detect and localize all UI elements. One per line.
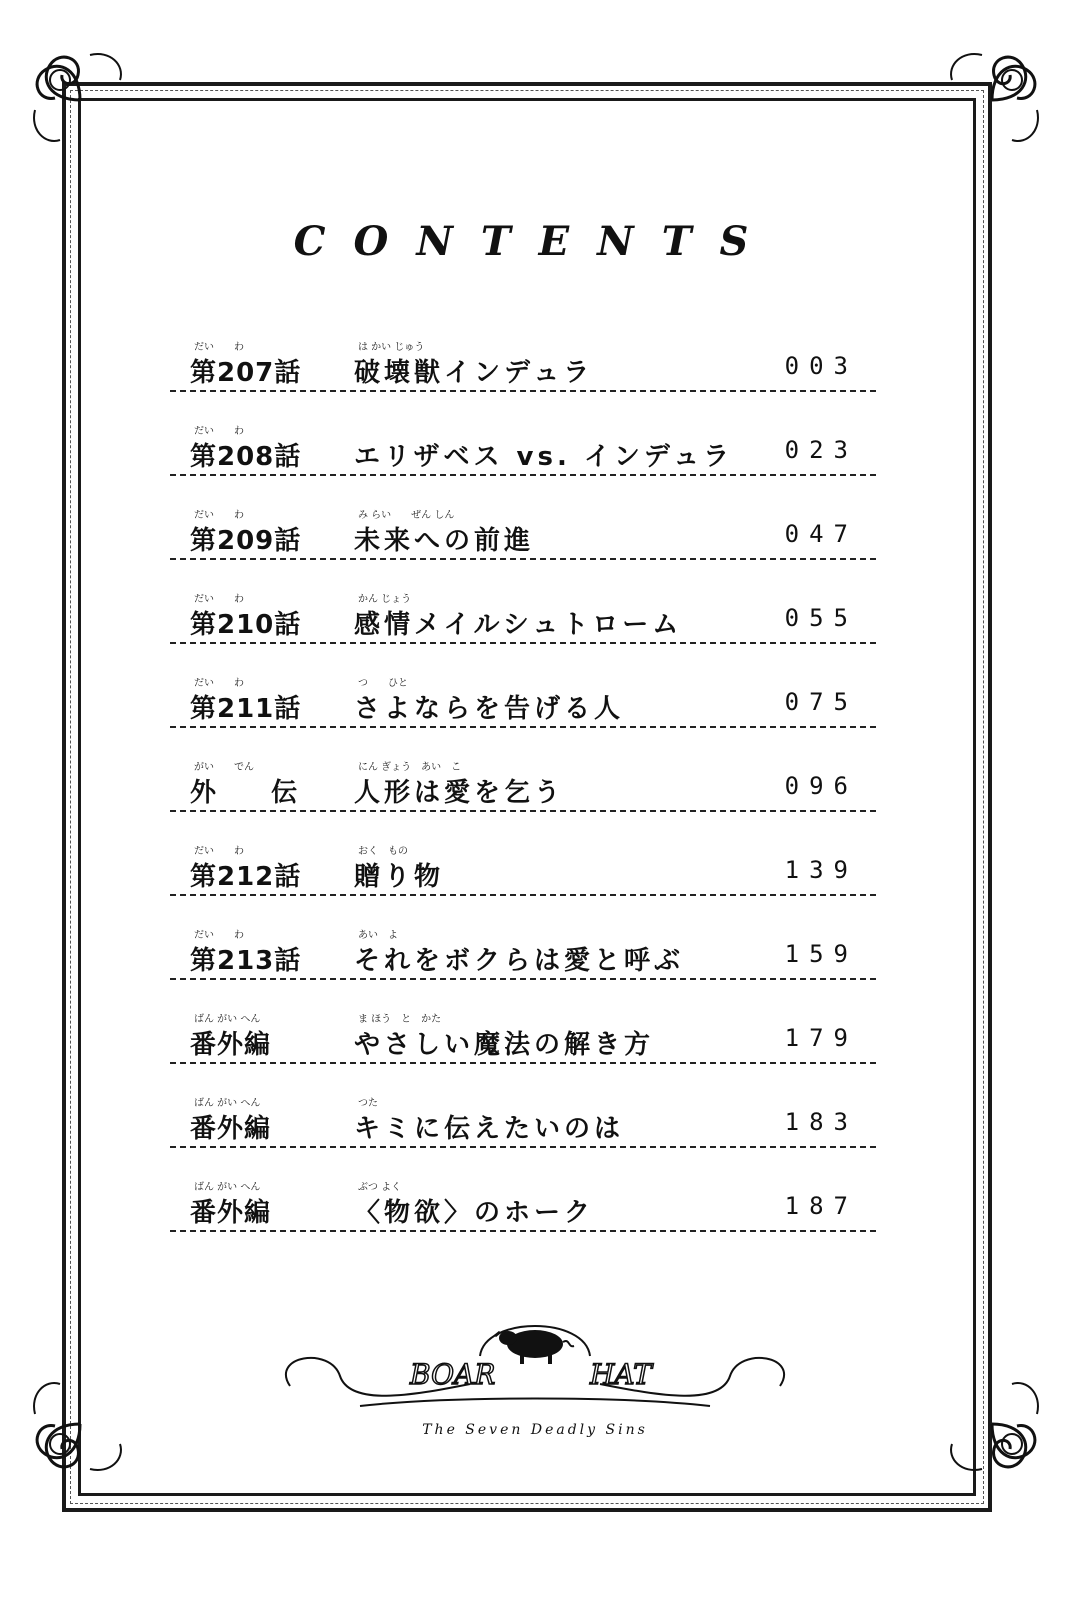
toc-entry-chapter-label: 番外編 — [190, 1198, 272, 1228]
toc-entry-chapter-label: 番外編 — [190, 1030, 272, 1060]
toc-entry — [190, 674, 876, 758]
boar-icon — [495, 1330, 574, 1364]
toc-entry-label-ruby: ばん がい へん — [194, 1182, 261, 1193]
toc-entry-chapter-label: 第212話 — [190, 862, 302, 892]
toc-entry-page-number: 187 — [784, 1192, 858, 1220]
toc-entry — [190, 338, 876, 422]
toc-entry — [190, 506, 876, 590]
toc-entry-title: エリザベス vs. インデュラ — [354, 442, 734, 472]
page-title: CONTENTS — [293, 218, 777, 265]
logo-underline — [360, 1399, 710, 1407]
toc-entry-label-ruby: ばん がい へん — [194, 1014, 261, 1025]
dashed-divider — [170, 978, 876, 980]
toc-entry-page-number: 139 — [784, 856, 858, 884]
toc-entry-chapter-label: 第208話 — [190, 442, 302, 472]
toc-entry-label-ruby: だい わ — [194, 846, 244, 857]
toc-entry-title: それをボクらは愛と呼ぶ — [354, 946, 685, 976]
logo-word-left: BOAR — [410, 1358, 496, 1391]
toc-entry-label-ruby: だい わ — [194, 594, 244, 605]
toc-entry-chapter-label: 第211話 — [190, 694, 302, 724]
dashed-divider — [170, 894, 876, 896]
dashed-divider — [170, 1230, 876, 1232]
toc-entry-title-ruby: にん ぎょう あい こ — [358, 762, 462, 773]
toc-entry — [190, 1178, 876, 1262]
toc-entry-chapter-label: 第213話 — [190, 946, 302, 976]
toc-entry-chapter-label: 第210話 — [190, 610, 302, 640]
toc-entry-title-ruby: は かい じゅう — [358, 342, 425, 353]
corner-ornament-icon — [20, 40, 140, 160]
toc-entry-page-number: 183 — [784, 1108, 858, 1136]
toc-entry-page-number: 096 — [784, 772, 858, 800]
toc-entry-title: 感情メイルシュトローム — [354, 610, 683, 640]
toc-entry-title-ruby: つた — [358, 1098, 378, 1109]
dashed-divider — [170, 1062, 876, 1064]
toc-entry-label-ruby: だい わ — [194, 342, 244, 353]
toc-entry — [190, 1010, 876, 1094]
dashed-divider — [170, 726, 876, 728]
toc-entry-page-number: 159 — [784, 940, 858, 968]
logo-word-right: HAT — [590, 1358, 652, 1391]
toc-entry-label-ruby: だい わ — [194, 510, 244, 521]
logo-subtitle: The Seven Deadly Sins — [422, 1422, 648, 1438]
toc-entry-title: 人形は愛を乞う — [354, 778, 565, 808]
toc-entry-title-ruby: み らい ぜん しん — [358, 510, 455, 521]
toc-entry — [190, 758, 876, 842]
toc-entry — [190, 1094, 876, 1178]
toc-entry-label-ruby: だい わ — [194, 678, 244, 689]
toc-entry — [190, 842, 876, 926]
toc-entry-title: 贈り物 — [354, 862, 445, 892]
toc-entry-page-number: 075 — [784, 688, 858, 716]
toc-entry — [190, 422, 876, 506]
toc-entry-title: キミに伝えたいのは — [354, 1114, 625, 1144]
toc-entry-page-number: 047 — [784, 520, 858, 548]
toc-entry-title: 破壊獣インデュラ — [354, 358, 594, 388]
toc-entry-title: 〈物欲〉のホーク — [354, 1198, 595, 1228]
dashed-divider — [170, 1146, 876, 1148]
toc-entry-title-ruby: かん じょう — [358, 594, 412, 605]
dashed-divider — [170, 810, 876, 812]
toc-entry-title: 未来への前進 — [354, 526, 535, 556]
boar-hat-logo — [270, 1296, 800, 1446]
toc-entry-page-number: 179 — [784, 1024, 858, 1052]
corner-ornament-icon — [20, 1364, 140, 1484]
toc-entry-page-number: 023 — [784, 436, 858, 464]
toc-entry — [190, 926, 876, 1010]
toc-entry-page-number: 055 — [784, 604, 858, 632]
toc-entry-title-ruby: ま ほう と かた — [358, 1014, 442, 1025]
toc-entry-label-ruby: だい わ — [194, 930, 244, 941]
toc-entry-title: さよならを告げる人 — [354, 694, 625, 724]
toc-entry-chapter-label: 外 伝 — [190, 778, 299, 808]
toc-entry-title: やさしい魔法の解き方 — [354, 1030, 655, 1060]
toc-entry-chapter-label: 番外編 — [190, 1114, 272, 1144]
dashed-divider — [170, 474, 876, 476]
dashed-divider — [170, 642, 876, 644]
toc-entry-title-ruby: おく もの — [358, 846, 408, 857]
toc-entry-label-ruby: ばん がい へん — [194, 1098, 261, 1109]
corner-ornament-icon — [932, 40, 1052, 160]
table-of-contents — [190, 338, 876, 1262]
toc-entry-label-ruby: だい わ — [194, 426, 244, 437]
toc-entry-chapter-label: 第207話 — [190, 358, 302, 388]
corner-ornament-icon — [932, 1364, 1052, 1484]
dashed-divider — [170, 390, 876, 392]
toc-entry — [190, 590, 876, 674]
toc-entry-label-ruby: がい でん — [194, 762, 254, 773]
toc-entry-title-ruby: ぶつ よく — [358, 1182, 402, 1193]
toc-entry-page-number: 003 — [784, 352, 858, 380]
toc-entry-chapter-label: 第209話 — [190, 526, 302, 556]
dashed-divider — [170, 558, 876, 560]
toc-entry-title-ruby: つ ひと — [358, 678, 408, 689]
toc-entry-title-ruby: あい よ — [358, 930, 398, 941]
